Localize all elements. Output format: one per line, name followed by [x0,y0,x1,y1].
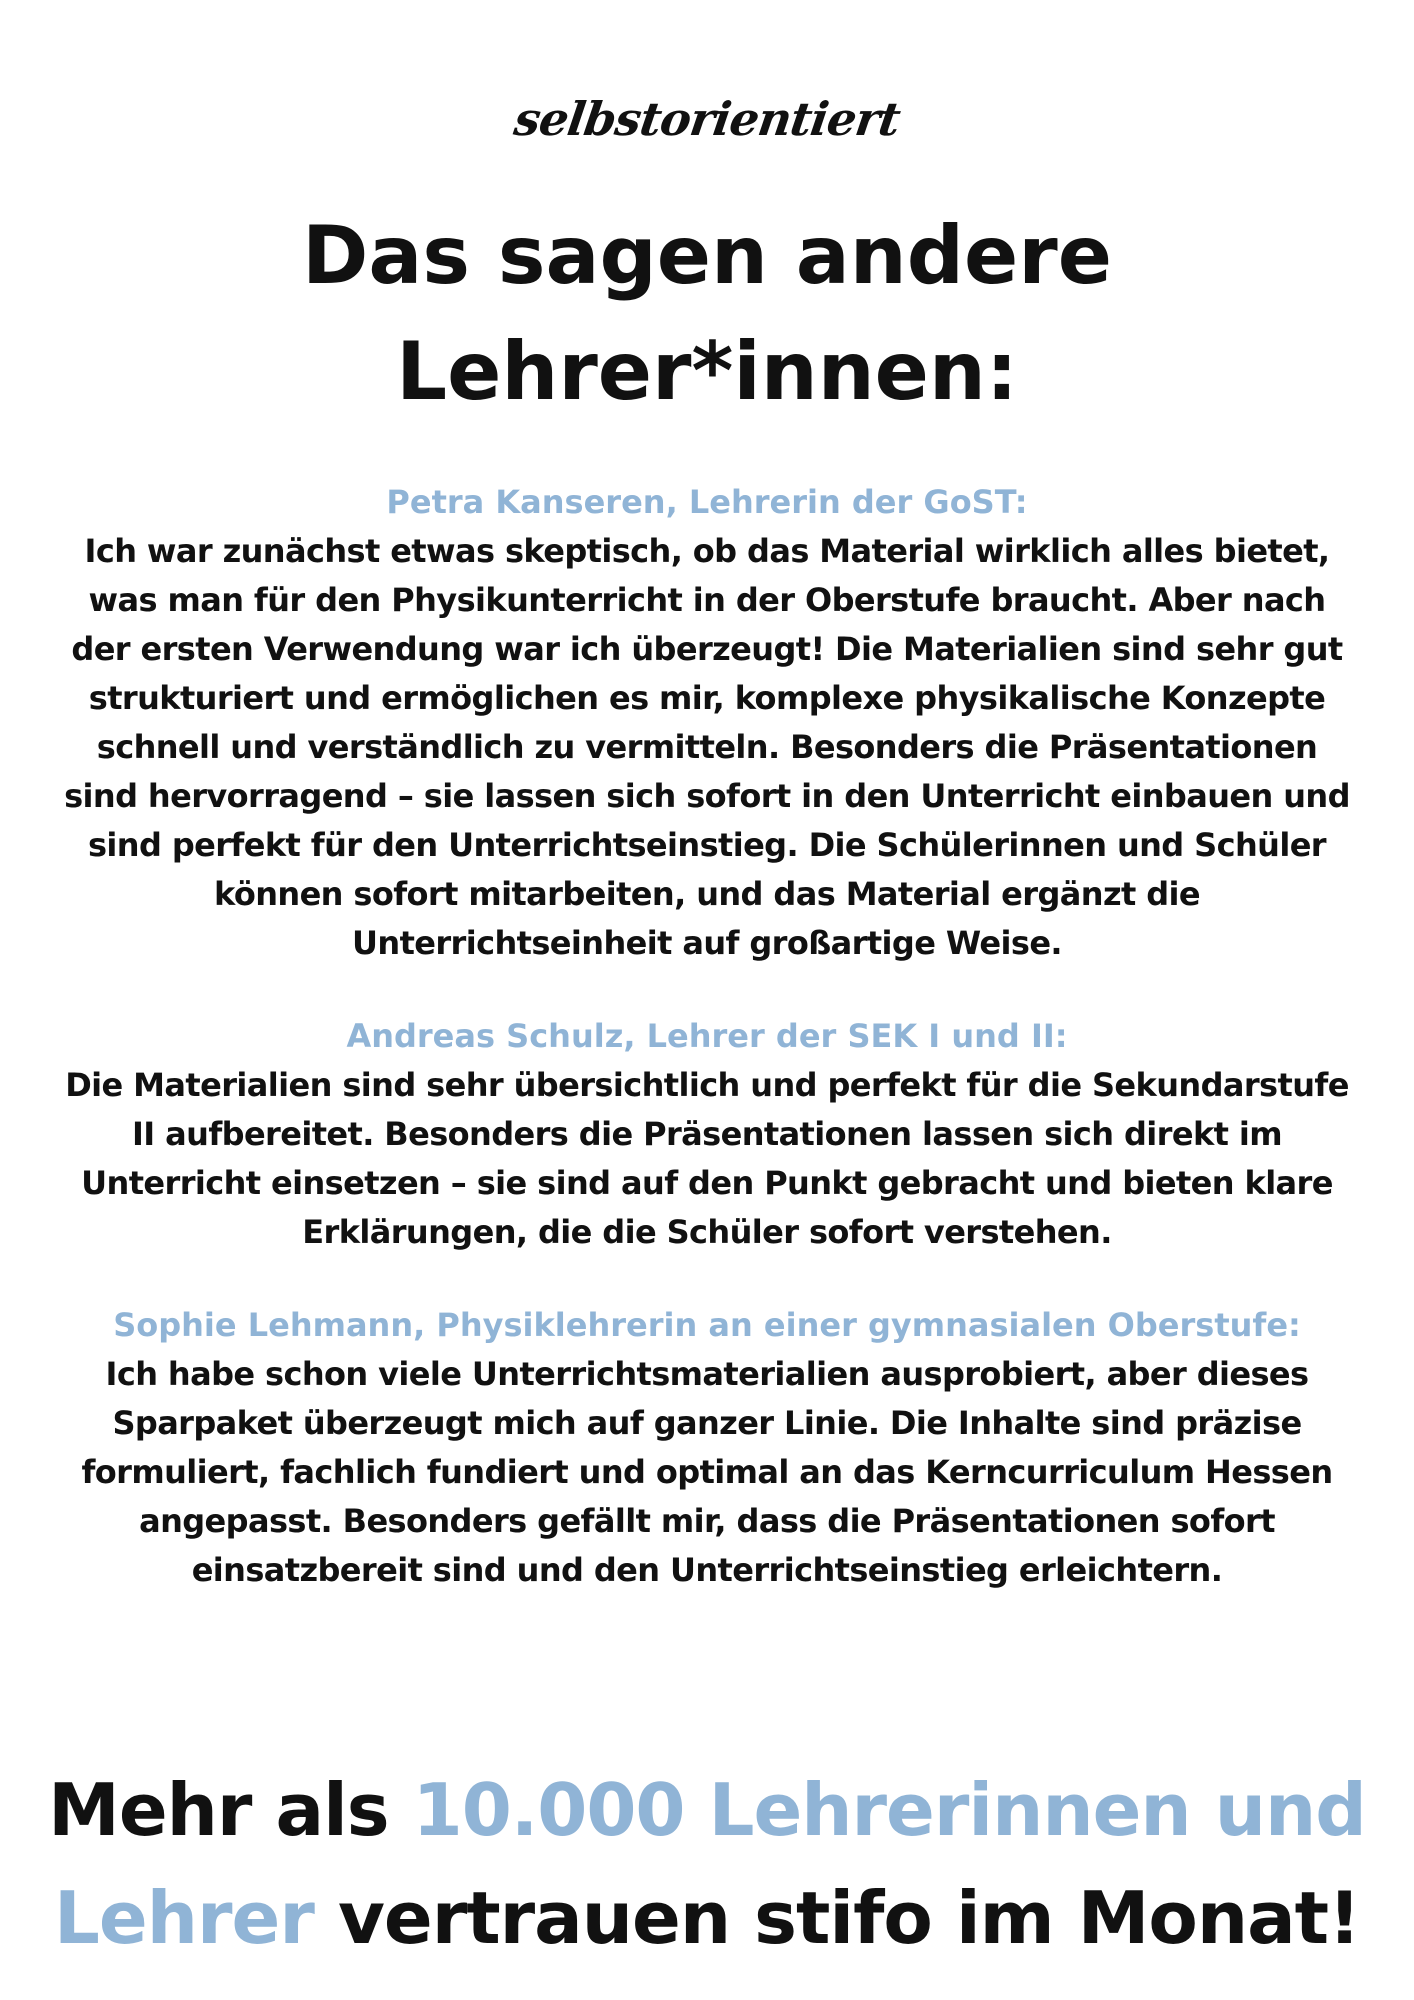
call-to-action [40,1756,1374,1972]
testimonial-quote: Ich habe schon viele Unterrichtsmaterialien ausprobiert, aber dieses Sparpaket überzeugt mich auf ganzer Linie. Die Inhalte sind präzise formuliert, fachlich fundiert und optimal an das Kerncurriculum Hessen angepasst. Besonders gefällt mir, dass die Präsentationen sofort einsatzbereit sind und den Unterrichtseinstieg erleichtern. [81,1355,1333,1589]
page-title-line-2: Lehrer*innen: [396,325,1018,418]
testimonial-author: Sophie Lehmann, Physiklehrerin an einer gymnasialen Oberstufe: [113,1306,1301,1344]
testimonial-quote: Ich war zunächst etwas skeptisch, ob das Material wirklich alles bietet, was man für den Physikunterricht in der Oberstufe braucht. Aber nach der ersten Verwendung war ich überzeugt! Die Materialien sind sehr gut strukturiert und ermöglichen es mir, komplexe physikalische Konzepte schnell und verständlich zu vermitteln. Besonders die Präsentationen sind hervorragend – sie lassen sich sofort in den Unterricht einbauen und sind perfekt für den Unterrichtseinstieg. Die Schülerinnen und Schüler können sofort mitarbeiten, und das Material ergänzt die Unterrichtseinheit auf großartige Weise. [64,532,1350,962]
testimonial-item [60,1301,1354,1595]
brand-logo: selbstorientiert [510,92,904,146]
page-title [0,198,1414,430]
testimonial-quote: Die Materialien sind sehr übersichtlich und perfekt für die Sekundarstufe II aufbereitet. Besonders die Präsentationen lassen sich direkt im Unterricht einsetzen – sie sind auf den Punkt gebracht und bieten klare Erklärungen, die die Schüler sofort verstehen. [65,1066,1349,1251]
testimonial-item [60,478,1354,968]
cta-prefix: Mehr als [48,1768,413,1852]
cta-highlight: 10.000 Lehrerinnen und Lehrer [54,1768,1366,1960]
testimonial-author: Andreas Schulz, Lehrer der SEK I und II: [346,1017,1068,1055]
testimonial-item [60,1012,1354,1257]
cta-suffix: vertrauen stifo im Monat! [313,1876,1360,1960]
page-title-line-1: Das sagen andere [302,209,1112,302]
testimonial-list [60,478,1354,1639]
testimonial-author: Petra Kanseren, Lehrerin der GoST: [386,483,1028,521]
